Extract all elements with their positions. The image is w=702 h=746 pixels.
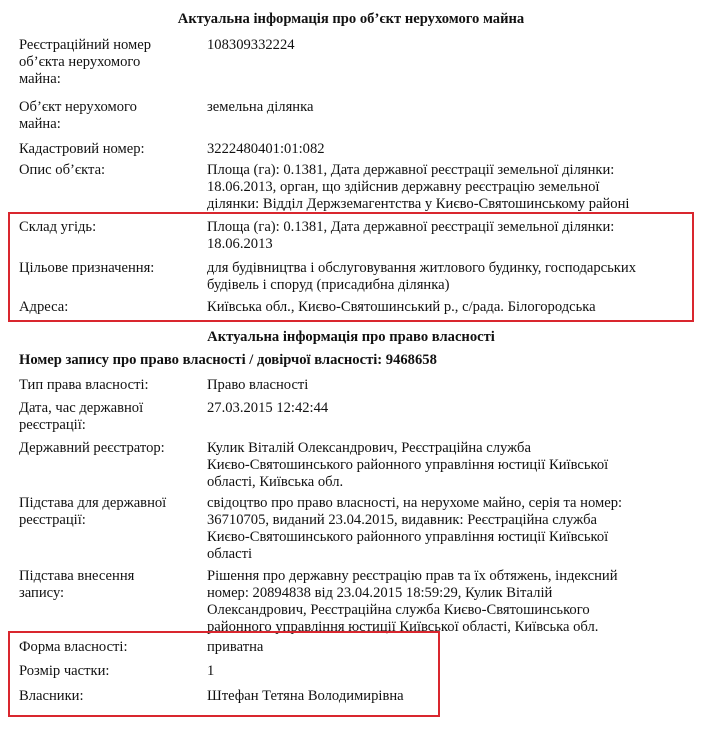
object-section-title: Актуальна інформація про об’єкт нерухомого майна <box>177 11 525 27</box>
label-owners: Власники: <box>19 688 84 704</box>
label-registration-number-line2: об’єкта нерухомого <box>19 54 141 70</box>
value-registration-number: 108309332224 <box>207 37 295 53</box>
label-property-object-line1: Об’єкт нерухомого <box>19 99 137 115</box>
value-share-size: 1 <box>207 663 215 679</box>
value-land-composition-line2: 18.06.2013 <box>207 236 273 252</box>
value-registration-basis-line3: Києво-Святошинського районного управління юстиції Київської <box>207 529 609 545</box>
label-registration-datetime-line1: Дата, час державної <box>19 400 144 416</box>
value-entry-basis-line2: номер: 20894838 від 23.04.2015 18:59:29, Кулик Віталій <box>207 585 553 601</box>
value-property-object: земельна ділянка <box>207 99 314 115</box>
value-state-registrar-line1: Кулик Віталій Олександрович, Реєстраційна служба <box>207 440 531 456</box>
value-intended-purpose-line2: будівель і споруд (присадибна ділянка) <box>207 277 450 293</box>
ownership-record-heading: Номер запису про право власності / довірчої власності: 9468658 <box>19 352 437 368</box>
label-registration-number-line1: Реєстраційний номер <box>19 37 152 53</box>
label-ownership-type: Тип права власності: <box>19 377 149 393</box>
label-entry-basis-line2: запису: <box>19 585 65 601</box>
label-address: Адреса: <box>19 299 69 315</box>
value-registration-basis-line2: 36710705, виданий 23.04.2015, видавник: Реєстраційна служба <box>207 512 597 528</box>
value-object-description-line2: 18.06.2013, орган, що здійснив державну реєстрацію земельної <box>207 179 600 195</box>
value-ownership-form: приватна <box>207 639 264 655</box>
value-object-description-line1: Площа (га): 0.1381, Дата державної реєстрації земельної ділянки: <box>207 162 615 178</box>
label-registration-number-line3: майна: <box>19 71 61 87</box>
label-share-size: Розмір частки: <box>19 663 110 679</box>
label-registration-basis-line2: реєстрації: <box>19 512 86 528</box>
label-registration-datetime-line2: реєстрації: <box>19 417 86 433</box>
value-address: Київська обл., Києво-Святошинський р., с/рада. Білогородська <box>207 299 596 315</box>
value-owners: Штефан Тетяна Володимирівна <box>207 688 404 704</box>
label-ownership-form: Форма власності: <box>19 639 128 655</box>
value-registration-basis-line4: області <box>207 546 253 562</box>
label-entry-basis-line1: Підстава внесення <box>19 568 135 584</box>
value-land-composition-line1: Площа (га): 0.1381, Дата державної реєстрації земельної ділянки: <box>207 219 615 235</box>
value-registration-basis-line1: свідоцтво про право власності, на нерухоме майно, серія та номер: <box>207 495 623 511</box>
value-entry-basis-line1: Рішення про державну реєстрацію прав та їх обтяжень, індексний <box>207 568 618 584</box>
value-state-registrar-line3: області, Київська обл. <box>207 474 344 490</box>
label-state-registrar: Державний реєстратор: <box>19 440 165 456</box>
label-cadastral-number: Кадастровий номер: <box>19 141 145 157</box>
label-land-composition: Склад угідь: <box>19 219 97 235</box>
value-entry-basis-line3: Олександрович, Реєстраційна служба Києво-Святошинського <box>207 602 590 618</box>
value-entry-basis-line4: районного управління юстиції Київської області, Київська обл. <box>207 619 599 635</box>
value-object-description-line3: ділянки: Відділ Держземагентства у Києво-Святошинському районі <box>207 196 630 212</box>
value-intended-purpose-line1: для будівництва і обслуговування житлового будинку, господарських <box>207 260 636 276</box>
value-ownership-type: Право власності <box>207 377 309 393</box>
label-object-description: Опис об’єкта: <box>19 162 106 178</box>
value-cadastral-number: 3222480401:01:082 <box>207 141 325 157</box>
label-intended-purpose: Цільове призначення: <box>19 260 155 276</box>
ownership-section-title: Актуальна інформація про право власності <box>207 329 495 345</box>
value-state-registrar-line2: Києво-Святошинського районного управління юстиції Київської <box>207 457 609 473</box>
label-registration-basis-line1: Підстава для державної <box>19 495 167 511</box>
value-registration-datetime: 27.03.2015 12:42:44 <box>207 400 329 416</box>
label-property-object-line2: майна: <box>19 116 61 132</box>
